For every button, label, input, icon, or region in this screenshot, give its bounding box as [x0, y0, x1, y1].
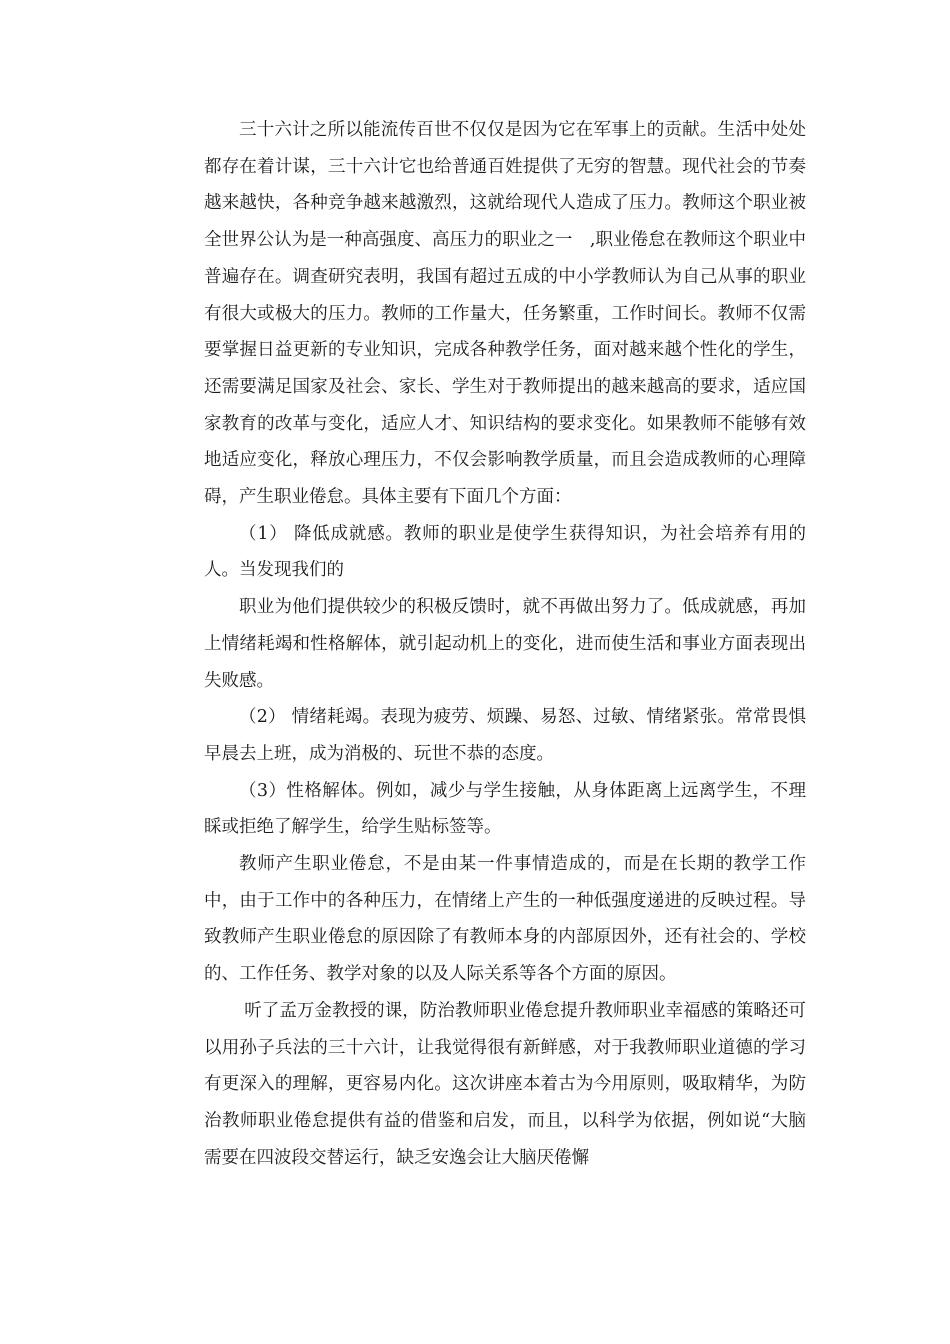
paragraph-item-3: （3）性格解体。例如，减少与学生接触，从身体距离上远离学生，不理睬或拒绝了解学生，给学生贴标签等。: [204, 780, 806, 838]
paragraph-lecture-reflection: 听了孟万金教授的课，防治教师职业倦怠提升教师职业幸福感的策略还可以用孙子兵法的三十六计，让我觉得很有新鲜感，对于我教师职业道德的学习有更深入的理解，更容易内化。这次讲座本着古为今用原则，吸取精华，为防治教师职业倦怠提供有益的借鉴和启发，而且，以科学为依据，例如说“大脑需要在四波段交替运行，缺乏安逸会让大脑厌倦懈: [204, 1000, 806, 1168]
paragraph-item-1: （1） 降低成就感。教师的职业是使学生获得知识，为社会培养有用的人。当发现我们的: [204, 523, 806, 581]
paragraph-item-1-continued: 职业为他们提供较少的积极反馈时，就不再做出努力了。低成就感，再加上情绪耗竭和性格解体，就引起动机上的变化，进而使生活和事业方面表现出失败感。: [204, 597, 806, 691]
paragraph-item-2: （2） 情绪耗竭。表现为疲劳、烦躁、易怒、过敏、情绪紧张。常常畏惧早晨去上班，成为消极的、玩世不恭的态度。: [204, 707, 806, 764]
paragraph-intro: 三十六计之所以能流传百世不仅仅是因为它在军事上的贡献。生活中处处都存在着计谋，三十六计它也给普通百姓提供了无穷的智慧。现代社会的节奏越来越快，各种竞争越来越激烈，这就给现代人造成了压力。教师这个职业被全世界公认为是一种高强度、高压力的职业之一 ,职业倦怠在教师这个职业中普遍存在。调查研究表明，我国有超过五成的中小学教师认为自己从事的职业有很大或极大的压力。教师的工作量大，任务繁重，工作时间长。教师不仅需要掌握日益更新的专业知识，完成各种教学任务，面对越来越个性化的学生，还需要满足国家及社会、家长、学生对于教师提出的越来越高的要求，适应国家教育的改革与变化，适应人才、知识结构的要求变化。如果教师不能够有效地适应变化，释放心理压力，不仅会影响教学质量，而且会造成教师的心理障碍，产生职业倦怠。具体主要有下面几个方面：: [204, 120, 806, 508]
document-body: [204, 112, 806, 1176]
paragraph-causes: 教师产生职业倦怠，不是由某一件事情造成的，而是在长期的教学工作中，由于工作中的各种压力，在情绪上产生的一种低强度递进的反映过程。导致教师产生职业倦怠的原因除了有教师本身的内部原因外，还有社会的、学校的、工作任务、教学对象的以及人际关系等各个方面的原因。: [204, 854, 806, 985]
